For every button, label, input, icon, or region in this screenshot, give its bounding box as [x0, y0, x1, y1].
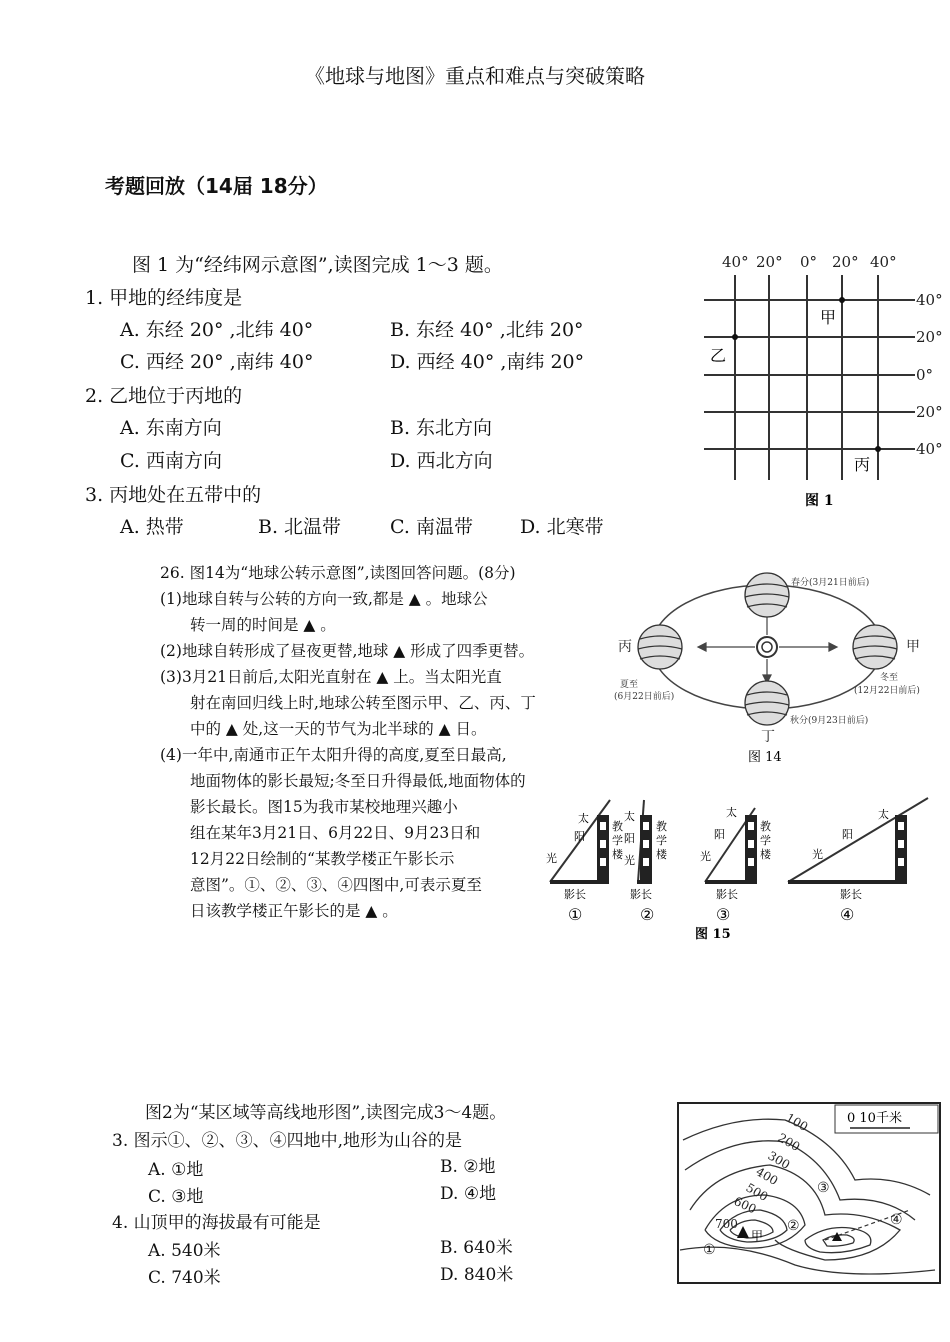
- svg-text:光: 光: [624, 854, 635, 867]
- figure-graticule: [690, 245, 950, 515]
- q26-line: 射在南回归线上时,地球公转至图示甲、乙、丙、丁: [190, 694, 536, 712]
- section-heading: 考题回放（14届 18分）: [105, 174, 328, 198]
- q26-line: 12月22日绘制的“某教学楼正午影长示: [190, 850, 455, 868]
- svg-text:阳: 阳: [574, 830, 585, 843]
- svg-text:教: 教: [656, 820, 667, 833]
- q3-option-c: C. 南温带: [390, 516, 473, 538]
- point-yi-dot: [732, 334, 738, 340]
- q4-option-d: D. 840米: [440, 1265, 514, 1285]
- top-label: 0°: [800, 253, 818, 271]
- q26-line: (1)地球自转与公转的方向一致,都是 ▲ 。地球公: [160, 590, 488, 608]
- svg-text:④: ④: [890, 1212, 903, 1228]
- q3-option-b: B. 北温带: [258, 516, 342, 538]
- label-spring: 春分(3月21日前后): [791, 578, 870, 588]
- svg-text:影长: 影长: [716, 888, 738, 901]
- point-yi-label: 乙: [710, 346, 727, 365]
- q1-option-d: D. 西经 40° ,南纬 20°: [390, 351, 585, 373]
- svg-text:100: 100: [783, 1110, 811, 1135]
- earth-autumn: [745, 681, 789, 725]
- q3b-option-a: A. ①地: [148, 1160, 204, 1180]
- svg-text:600: 600: [731, 1194, 759, 1217]
- figure14-caption: 图 14: [748, 750, 782, 765]
- svg-text:学: 学: [656, 834, 667, 847]
- svg-text:学: 学: [612, 834, 623, 847]
- svg-text:200: 200: [775, 1130, 803, 1155]
- top-label: 20°: [756, 253, 783, 271]
- svg-text:300: 300: [765, 1148, 793, 1173]
- page-title: 《地球与地图》重点和难点与突破策略: [305, 64, 645, 88]
- q26-line: 中的 ▲ 处,这一天的节气为北半球的 ▲ 日。: [190, 720, 487, 738]
- q3b-option-d: D. ④地: [440, 1184, 497, 1204]
- block1-intro: 图 1 为“经纬网示意图”,读图完成 1～3 题。: [132, 254, 503, 276]
- q3-option-d: D. 北寒带: [520, 516, 604, 538]
- q3b-option-b: B. ②地: [440, 1157, 496, 1177]
- svg-text:阳: 阳: [714, 828, 725, 841]
- svg-text:太: 太: [878, 808, 889, 821]
- top-label: 40°: [870, 253, 897, 271]
- svg-text:教: 教: [612, 820, 623, 833]
- svg-text:太: 太: [578, 812, 589, 825]
- q3b-stem: 3. 图示①、②、③、④四地中,地形为山谷的是: [112, 1131, 463, 1151]
- figure-caption: 图 1: [805, 493, 834, 509]
- map-scale: 0 10千米: [847, 1111, 902, 1126]
- q3b-option-c: C. ③地: [148, 1187, 204, 1207]
- right-label: 20°: [916, 328, 943, 346]
- q2-option-b: B. 东北方向: [390, 417, 493, 439]
- q3-stem: 3. 丙地处在五带中的: [85, 484, 262, 506]
- q1-option-b: B. 东经 40° ,北纬 20°: [390, 319, 584, 341]
- svg-text:③: ③: [817, 1180, 830, 1196]
- earth-winter: [853, 625, 897, 669]
- q3-option-a: A. 热带: [120, 516, 184, 538]
- q26-line: 意图”。①、②、③、④四图中,可表示夏至: [190, 876, 482, 894]
- figure-shadow: [540, 790, 950, 945]
- top-label: 20°: [832, 253, 859, 271]
- q4-option-b: B. 640米: [440, 1238, 513, 1258]
- q26-line: 26. 图14为“地球公转示意图”,读图回答问题。(8分): [160, 564, 516, 582]
- q1-option-c: C. 西经 20° ,南纬 40°: [120, 351, 314, 373]
- svg-text:②: ②: [640, 905, 655, 924]
- point-jia-dot: [839, 297, 845, 303]
- label-summer: 夏至: [620, 680, 639, 690]
- q26-line: 地面物体的影长最短;冬至日升得最低,地面物体的: [190, 772, 526, 790]
- label-autumn: 秋分(9月23日前后): [790, 716, 869, 726]
- earth-spring: [745, 573, 789, 617]
- svg-text:教: 教: [760, 820, 771, 833]
- figure-contour-map: [675, 1100, 945, 1286]
- q2-stem: 2. 乙地位于丙地的: [85, 385, 243, 407]
- q26-line: 转一周的时间是 ▲ 。: [190, 616, 336, 634]
- q4-stem: 4. 山顶甲的海拔最有可能是: [112, 1213, 321, 1233]
- figure15-caption: 图 15: [695, 927, 731, 942]
- svg-text:700: 700: [715, 1217, 738, 1231]
- q26-line: (2)地球自转形成了昼夜更替,地球 ▲ 形成了四季更替。: [160, 642, 535, 660]
- q26-line: 日该教学楼正午影长的是 ▲ 。: [190, 902, 398, 920]
- svg-text:影长: 影长: [630, 888, 652, 901]
- q4-option-c: C. 740米: [148, 1268, 221, 1288]
- svg-text:楼: 楼: [760, 848, 771, 861]
- svg-text:光: 光: [546, 852, 557, 865]
- q26-line: (4)一年中,南通市正午太阳升得的高度,夏至日最高,: [160, 746, 507, 764]
- q2-option-d: D. 西北方向: [390, 450, 493, 472]
- svg-text:光: 光: [812, 848, 823, 861]
- q1-option-a: A. 东经 20° ,北纬 40°: [120, 319, 314, 341]
- earth-summer: [638, 625, 682, 669]
- svg-text:阳: 阳: [624, 832, 635, 845]
- shadow-panel-1: [546, 800, 624, 924]
- right-label: 40°: [916, 440, 943, 458]
- svg-text:④: ④: [840, 905, 855, 924]
- top-label: 40°: [722, 253, 749, 271]
- svg-text:400: 400: [753, 1164, 781, 1189]
- point-bing-dot: [875, 446, 881, 452]
- label-winter-date: (12月22日前后): [854, 686, 920, 696]
- figure-orbit: [610, 555, 950, 770]
- point-bing-label: 丙: [854, 455, 871, 474]
- q26-line: 组在某年3月21日、6月22日、9月23日和: [190, 824, 481, 842]
- label-jia: 甲: [906, 639, 920, 655]
- svg-text:楼: 楼: [612, 848, 623, 861]
- svg-text:学: 学: [760, 834, 771, 847]
- svg-text:②: ②: [787, 1218, 800, 1234]
- peak-label: 甲: [751, 1229, 764, 1243]
- shadow-panel-4: [788, 798, 928, 924]
- svg-text:①: ①: [568, 905, 583, 924]
- svg-text:影长: 影长: [564, 888, 586, 901]
- shadow-panel-2: [624, 800, 668, 924]
- svg-text:影长: 影长: [840, 888, 862, 901]
- right-label: 40°: [916, 291, 943, 309]
- block3-intro: 图2为“某区域等高线地形图”,读图完成3～4题。: [145, 1103, 507, 1123]
- svg-text:楼: 楼: [656, 848, 667, 861]
- label-summer-date: (6月22日前后): [614, 692, 675, 702]
- q1-stem: 1. 甲地的经纬度是: [85, 287, 243, 309]
- svg-text:光: 光: [700, 850, 711, 863]
- svg-text:①: ①: [703, 1242, 716, 1258]
- svg-text:太: 太: [624, 810, 635, 823]
- right-label: 20°: [916, 403, 943, 421]
- q2-option-a: A. 东南方向: [120, 417, 222, 439]
- q26-line: 影长最长。图15为我市某校地理兴趣小: [190, 798, 458, 816]
- svg-text:阳: 阳: [842, 828, 853, 841]
- right-label: 0°: [916, 366, 934, 384]
- point-jia-label: 甲: [820, 308, 837, 327]
- svg-text:500: 500: [743, 1180, 771, 1205]
- q4-option-a: A. 540米: [148, 1241, 221, 1261]
- q2-option-c: C. 西南方向: [120, 450, 222, 472]
- svg-text:③: ③: [716, 905, 731, 924]
- q26-line: (3)3月21日前后,太阳光直射在 ▲ 上。当太阳光直: [160, 668, 502, 686]
- label-ding: 丁: [761, 729, 775, 745]
- label-bing: 丙: [618, 639, 632, 655]
- label-winter: 冬至: [880, 673, 899, 683]
- svg-text:太: 太: [726, 806, 737, 819]
- shadow-panel-3: [700, 805, 772, 924]
